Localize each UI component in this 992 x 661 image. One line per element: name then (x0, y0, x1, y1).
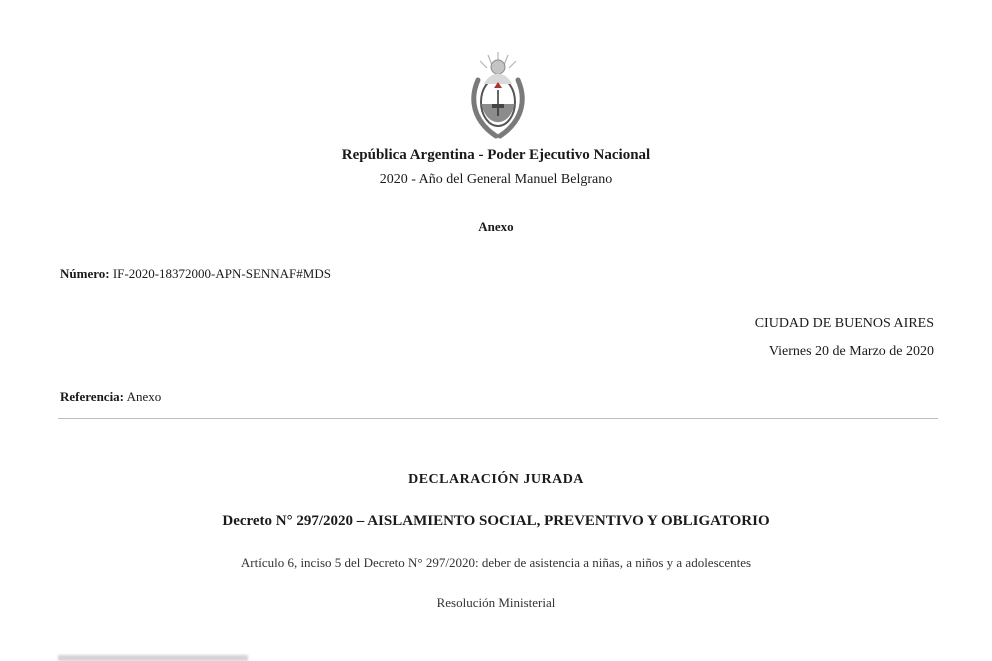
truncated-text-fragment (58, 655, 248, 661)
article-line: Artículo 6, inciso 5 del Decreto N° 297/2020: deber de asistencia a niñas, a niños y a adolescentes (240, 555, 752, 570)
government-heading: República Argentina - Poder Ejecutivo Nacional (341, 147, 651, 163)
reference (60, 389, 161, 405)
year-motto: 2020 - Año del General Manuel Belgrano (379, 172, 613, 187)
document-number (60, 266, 331, 282)
reference-value: Anexo (126, 389, 162, 404)
decree-line: Decreto N° 297/2020 – AISLAMIENTO SOCIAL, PREVENTIVO Y OBLIGATORIO (222, 513, 770, 529)
document-date: Viernes 20 de Marzo de 2020 (768, 344, 934, 359)
argentina-coat-of-arms-icon (466, 50, 530, 142)
resolution-line: Resolución Ministerial (436, 595, 556, 610)
city: CIUDAD DE BUENOS AIRES (754, 316, 934, 331)
divider (58, 418, 938, 419)
number-value: IF-2020-18372000-APN-SENNAF#MDS (112, 266, 331, 281)
reference-label: Referencia: (60, 389, 125, 404)
annex-title: Anexo (478, 219, 514, 234)
declaration-title: DECLARACIÓN JURADA (408, 472, 584, 487)
number-label: Número: (60, 266, 110, 281)
